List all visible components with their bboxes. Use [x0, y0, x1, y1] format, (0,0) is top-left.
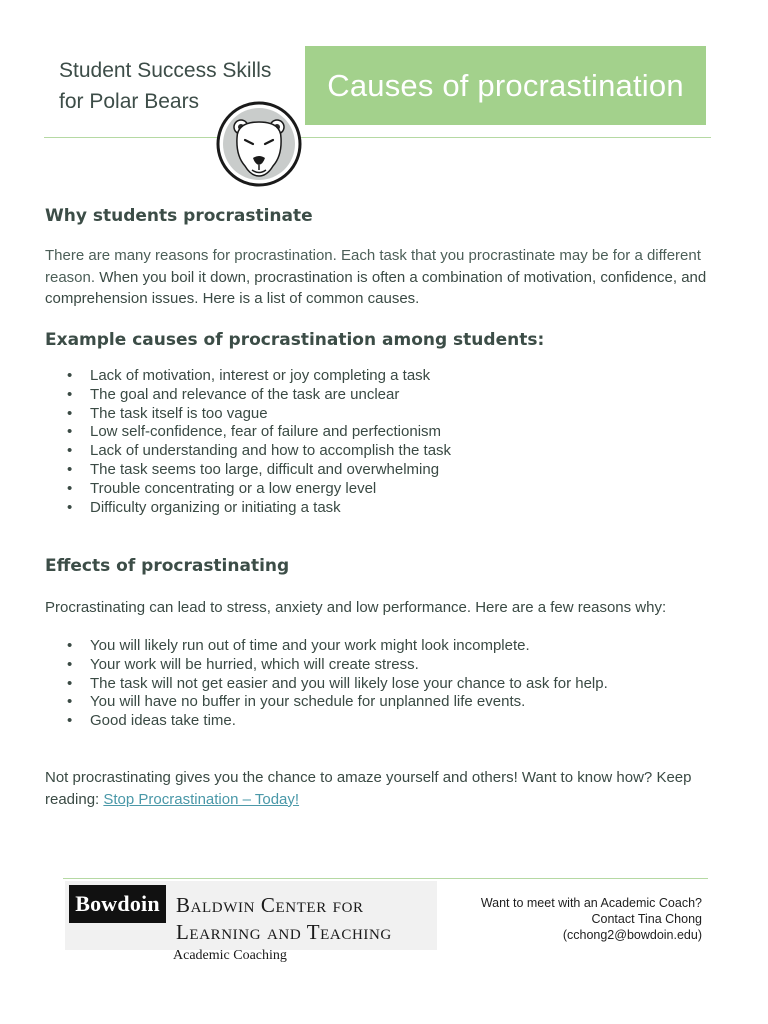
center-name	[176, 892, 392, 946]
contact-email: (cchong2@bowdoin.edu)	[562, 928, 702, 942]
polar-bear-icon	[215, 100, 303, 188]
series-title-line1: Student Success Skills	[59, 59, 272, 82]
list-item: • The goal and relevance of the task are unclear	[58, 386, 451, 405]
header-divider	[44, 137, 711, 138]
list-item: • Lack of motivation, interest or joy completing a task	[58, 367, 451, 386]
footer-divider	[63, 878, 708, 879]
list-item: • Good ideas take time.	[58, 712, 608, 731]
list-item: • The task itself is too vague	[58, 405, 451, 424]
list-item: • Low self-confidence, fear of failure and perfectionism	[58, 423, 451, 442]
effects-heading: Effects of procrastinating	[45, 556, 290, 576]
contact-info	[481, 895, 702, 943]
closing-text: Not procrastinating gives you the chance to amaze yourself and others! Want to know how? Keep reading:	[45, 769, 692, 808]
why-text-b: When you boil it down, procrastination is often a combination of motivation, confidence, and comprehension issues. Here is a list of common causes.	[45, 268, 707, 307]
center-name-line1: Baldwin Center for	[176, 893, 364, 917]
why-text-a: There are many reasons for procrastination. Each task that you procrastinate may be for a different reason.	[45, 247, 701, 286]
bowdoin-logo: Bowdoin	[69, 885, 166, 923]
contact-line1: Want to meet with an Academic Coach?	[480, 896, 702, 910]
list-item: • The task will not get easier and you will likely lose your chance to ask for help.	[58, 675, 608, 694]
page-title: Causes of procrastination	[327, 67, 684, 103]
list-item: • The task seems too large, difficult and overwhelming	[58, 461, 451, 480]
effects-intro: Procrastinating can lead to stress, anxiety and low performance. Here are a few reasons why:	[45, 599, 667, 616]
causes-heading: Example causes of procrastination among students:	[45, 330, 545, 350]
list-item: • Lack of understanding and how to accomplish the task	[58, 442, 451, 461]
center-name-line2: Learning and Teaching	[176, 920, 392, 944]
academic-coaching-label: Academic Coaching	[173, 948, 287, 963]
series-title-line2: for Polar Bears	[59, 90, 200, 113]
list-item: • You will likely run out of time and your work might look incomplete.	[58, 637, 608, 656]
title-banner	[305, 46, 706, 125]
list-item: • Trouble concentrating or a low energy level	[58, 480, 451, 499]
causes-list	[58, 367, 451, 517]
list-item: • Difficulty organizing or initiating a task	[58, 499, 451, 518]
effects-list	[58, 637, 608, 731]
contact-line2: Contact Tina Chong	[591, 912, 702, 926]
stop-procrastination-link[interactable]: Stop Procrastination – Today!	[103, 790, 300, 808]
why-heading: Why students procrastinate	[45, 206, 313, 226]
closing-paragraph	[45, 767, 717, 810]
why-paragraph	[45, 245, 717, 310]
list-item: • Your work will be hurried, which will create stress.	[58, 656, 608, 675]
list-item: • You will have no buffer in your schedule for unplanned life events.	[58, 693, 608, 712]
